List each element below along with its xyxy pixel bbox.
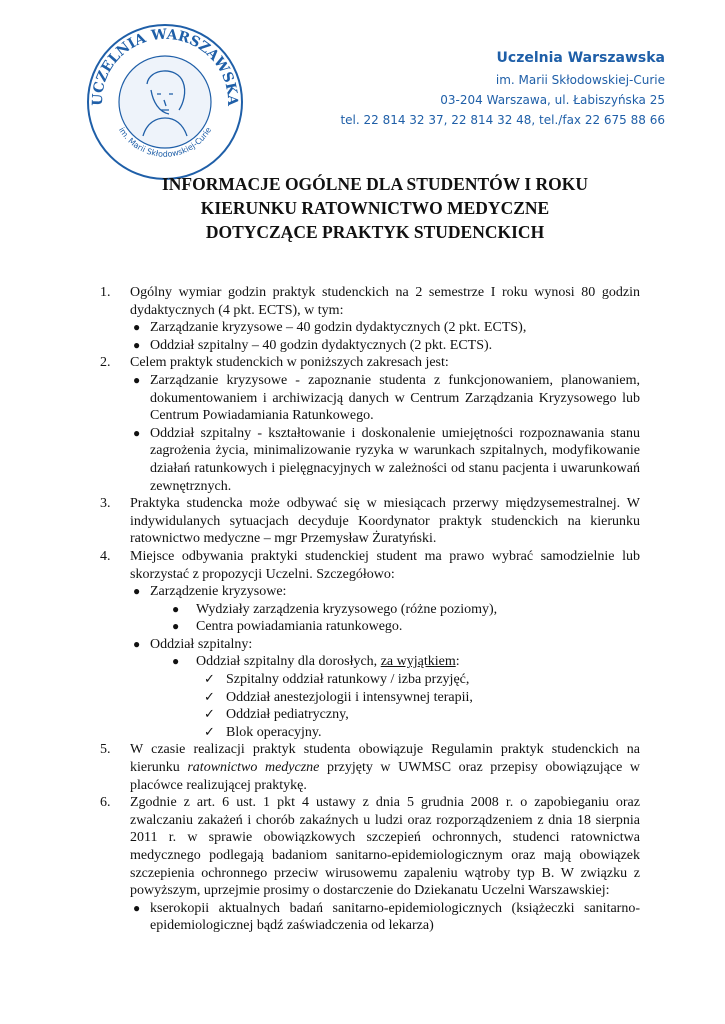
item-text: Zgodnie z art. 6 ust. 1 pkt 4 ustawy z dnia 5 grudnia 2008 r. o zapobieganiu oraz zwalczaniu zakażeń i chorób zakaźnych u ludzi oraz rozporządzeniem z dnia 18 sierpnia 2011 r. w sprawie obowiązkowych szczepień ochronnych, studenci ratownictwa medycznego podlegają badaniom sanitarno-epidemiologicznym oraz mają obowiązek szczepienia ochronnego przeciw wirusowemu zapaleniu wątroby typ B. W związku z powyższym, uprzejmie prosimy o dostarczenie do Dziekanatu Uczelni Warszawskiej:: [130, 795, 640, 899]
item-number: 1.: [100, 285, 111, 300]
university-address: 03-204 Warszawa, ul. Łabiszyńska 25: [440, 93, 665, 107]
bullet-text: Centra powiadamiania ratunkowego.: [196, 619, 403, 635]
list-item: [100, 354, 640, 495]
bullet-text: kserokopii aktualnych badań sanitarno-epidemiologicznych (książeczki sanitarno-epidemiologicznej bądź zaświadczenia od lekarza): [150, 900, 640, 934]
document-title: [60, 172, 690, 244]
document-body: [100, 284, 640, 935]
bullet-item: [130, 319, 640, 337]
checkmark-icon: ✓: [204, 689, 215, 705]
university-patron: im. Marii Skłodowskiej-Curie: [495, 73, 665, 87]
check-item: [130, 724, 640, 742]
check-item: [130, 671, 640, 689]
bullet-icon: ●: [133, 372, 141, 387]
bullet-text-suffix: :: [455, 654, 460, 670]
bullet-icon: ●: [172, 654, 180, 669]
university-logo: [85, 22, 245, 182]
bullet-icon: ●: [133, 320, 141, 335]
university-phone: tel. 22 814 32 37, 22 814 32 48, tel./fax 22 675 88 66: [340, 113, 665, 127]
list-item: [100, 284, 640, 354]
list-item: [100, 794, 640, 935]
item-number: 5.: [100, 742, 111, 758]
bullet-text: Oddział szpitalny - kształtowanie i doskonalenie umiejętności rozpoznawania stanu zagrożenia życia, minimalizowanie ryzyka w warunkach szpitalnych, modyfikowanie działań ratunkowych i pielęgnacyjnych w zależności od stanu pacjenta i uwarunkowań zewnętrznych.: [150, 425, 640, 494]
list-item: [100, 548, 640, 742]
bullet-text: Oddział szpitalny – 40 godzin dydaktycznych (2 pkt. ECTS).: [150, 337, 493, 353]
bullet-item: [130, 372, 640, 425]
item-text-part: W czasie realizacji praktyk studenta obowiązuje Regulamin praktyk studenckich na kierunku: [130, 742, 640, 776]
check-text: Blok operacyjny.: [226, 724, 322, 740]
title-line-2: KIERUNKU RATOWNICTWO MEDYCZNE: [200, 198, 550, 218]
check-text: Oddział pediatryczny,: [226, 707, 349, 723]
bullet-text: Zarządzanie kryzysowe - zapoznanie studenta z funkcjonowaniem, planowaniem, dokumentowaniem i archiwizacją danych w Centrum Zarządzania Kryzysowego lub Centrum Powiadamiania Ratunkowego.: [150, 372, 640, 424]
item-text: [130, 741, 640, 794]
bullet-icon: ●: [133, 636, 141, 651]
bullet-text: Zarządzenie kryzysowe:: [150, 584, 287, 600]
bullet-item: [130, 337, 640, 355]
item-number: 4.: [100, 548, 111, 564]
bullet-icon: ●: [133, 584, 141, 599]
sub-bullet-item: [130, 601, 640, 619]
bullet-item: [130, 636, 640, 654]
list-item: [100, 495, 640, 548]
title-line-3: DOTYCZĄCE PRAKTYK STUDENCKICH: [205, 222, 545, 242]
item-number: 6.: [100, 795, 111, 811]
bullet-item: [130, 900, 640, 935]
item-text: Praktyka studencka może odbywać się w miesiącach przerwy międzysemestralnej. W indywidulanych sytuacjach decyduje Koordynator praktyk studenckich na kierunku ratownictwo medyczne – mgr Przemysław Żuratyński.: [130, 496, 640, 547]
item-text: Miejsce odbywania praktyki studenckiej student ma prawo wybrać samodzielnie lub skorzystać z propozycji Uczelni. Szczegółowo:: [130, 548, 640, 582]
bullet-text: Oddział szpitalny dla dorosłych,: [196, 654, 381, 670]
university-name: Uczelnia Warszawska: [496, 50, 665, 66]
check-item: [130, 706, 640, 724]
bullet-icon: ●: [133, 337, 141, 352]
checkmark-icon: ✓: [204, 707, 215, 723]
logo-text-top: UCZELNIA WARSZAWSKA: [89, 26, 241, 107]
bullet-item: [130, 583, 640, 601]
bullet-icon: ●: [172, 619, 180, 634]
logo-text-bottom: im. Marii Skłodowskiej-Curie: [116, 125, 214, 159]
bullet-icon: ●: [172, 601, 180, 616]
check-item: [130, 689, 640, 707]
bullet-icon: ●: [133, 425, 141, 440]
underlined-text: za wyjątkiem: [380, 654, 456, 670]
checkmark-icon: ✓: [204, 672, 215, 688]
checkmark-icon: ✓: [204, 724, 215, 740]
item-number: 3.: [100, 496, 111, 512]
sub-bullet-item: [130, 653, 640, 671]
bullet-item: [130, 425, 640, 495]
check-text: Oddział anestezjologii i intensywnej terapii,: [226, 689, 473, 705]
title-line-1: INFORMACJE OGÓLNE DLA STUDENTÓW I ROKU: [161, 174, 589, 194]
bullet-icon: ●: [133, 900, 141, 915]
check-text: Szpitalny oddział ratunkowy / izba przyjęć,: [226, 672, 470, 688]
sub-bullet-item: [130, 618, 640, 636]
bullet-text: Wydziały zarządzenia kryzysowego (różne poziomy),: [196, 601, 498, 617]
italic-text: ratownictwo medyczne: [187, 760, 320, 776]
item-text: Ogólny wymiar godzin praktyk studenckich na 2 semestrze I roku wynosi 80 godzin dydaktycznych (4 pkt. ECTS), w tym:: [130, 285, 640, 318]
bullet-text: Oddział szpitalny:: [150, 636, 253, 652]
item-text-part: przyjęty w UWMSC oraz przepisy obowiązujące w placówce realizującej praktykę.: [130, 760, 640, 793]
list-item: [100, 741, 640, 794]
item-number: 2.: [100, 355, 111, 371]
item-text: Celem praktyk studenckich w poniższych zakresach jest:: [130, 355, 449, 371]
bullet-text: Zarządzanie kryzysowe – 40 godzin dydaktycznych (2 pkt. ECTS),: [150, 320, 527, 336]
